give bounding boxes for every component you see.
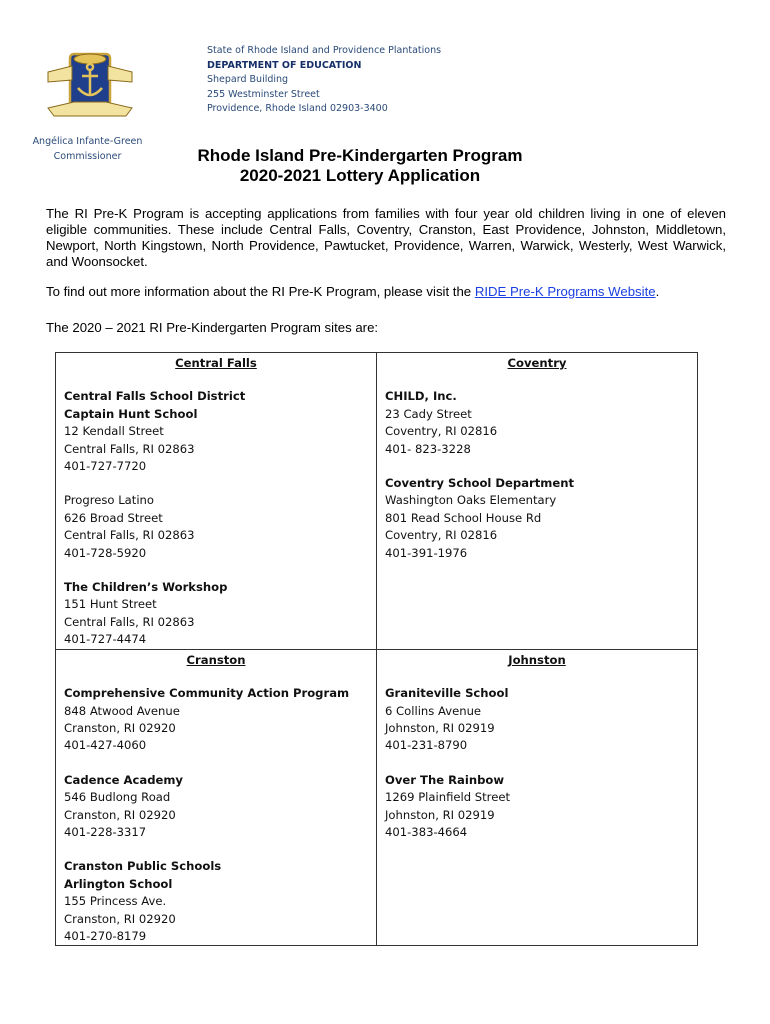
site-phone: 401-728-5920 [64, 545, 147, 560]
state-seal-logo [40, 50, 140, 125]
site-address: 151 Hunt Street [64, 597, 157, 612]
site-name: CHILD, Inc. [385, 389, 457, 404]
site-phone: 401-231-8790 [385, 738, 468, 753]
site-entry [385, 388, 689, 458]
site-phone: 401-391-1976 [385, 545, 468, 560]
site-address: 1269 Plainfield Street [385, 790, 511, 805]
site-city: Central Falls, RI 02863 [64, 614, 195, 629]
site-entry [385, 475, 689, 562]
site-entry [385, 685, 689, 755]
site-address: 626 Broad Street [64, 510, 163, 525]
site-entry [64, 858, 368, 945]
site-phone: 401-383-4664 [385, 824, 468, 839]
intro-paragraph: The RI Pre-K Program is accepting applications from families with four year old children living in one of eleven eligible communities. These include Central Falls, Coventry, Cranston, East Providence, Johnston, Middletown, Newport, North Kingstown, North Providence, Pawtucket, Providence, Warren, Warwick, Westerly, West Warwick, and Woonsocket. [46, 206, 726, 269]
site-phone: 401-727-4474 [64, 632, 147, 647]
site-city: Cranston, RI 02920 [64, 911, 176, 926]
site-address: 801 Read School House Rd [385, 510, 542, 525]
site-city: Johnston, RI 02919 [385, 720, 495, 735]
site-entry [64, 388, 368, 475]
site-name: Central Falls School District [64, 389, 246, 404]
table-row [56, 353, 698, 650]
region-heading: Cranston [186, 652, 246, 667]
site-city: Central Falls, RI 02863 [64, 441, 195, 456]
region-johnston [377, 649, 698, 946]
info-text-before: To find out more information about the RI Pre-K Program, please visit the [46, 284, 475, 299]
title-line-2: 2020-2021 Lottery Application [239, 166, 481, 185]
letterhead-building: Shepard Building [207, 74, 289, 85]
site-name: Over The Rainbow [385, 772, 505, 787]
letterhead-street: 255 Westminster Street [207, 88, 320, 100]
site-city: Cranston, RI 02920 [64, 720, 176, 735]
letterhead-city: Providence, Rhode Island 02903-3400 [207, 103, 388, 114]
commissioner-block [30, 135, 145, 164]
region-cranston [56, 649, 377, 946]
letterhead-department: DEPARTMENT OF EDUCATION [207, 59, 362, 71]
info-text-after: . [655, 284, 660, 299]
sites-intro: The 2020 – 2021 RI Pre-Kindergarten Program sites are: [46, 320, 379, 335]
site-name: Cadence Academy [64, 772, 183, 787]
document-title [150, 146, 570, 186]
sites-table [55, 352, 698, 946]
title-line-1: Rhode Island Pre-Kindergarten Program [197, 146, 523, 165]
site-entry [385, 772, 689, 842]
site-phone: 401-228-3317 [64, 824, 147, 839]
site-name: Graniteville School [385, 686, 509, 701]
site-name: Progreso Latino [64, 493, 154, 508]
site-entry [64, 579, 368, 649]
region-heading: Coventry [507, 356, 567, 370]
site-city: Cranston, RI 02920 [64, 807, 176, 822]
site-phone: 401-270-8179 [64, 928, 147, 943]
region-heading: Central Falls [175, 356, 257, 370]
site-city: Coventry, RI 02816 [385, 528, 498, 543]
site-name: Coventry School Department [385, 476, 575, 491]
site-address: 23 Cady Street [385, 406, 472, 421]
region-heading: Johnston [508, 652, 566, 667]
letterhead [207, 44, 441, 117]
site-address: 6 Collins Avenue [385, 703, 482, 718]
ride-prek-website-link[interactable]: RIDE Pre-K Programs Website [474, 284, 656, 299]
commissioner-name: Angélica Infante-Green [32, 136, 143, 147]
site-city: Coventry, RI 02816 [385, 424, 498, 439]
site-subname: Arlington School [64, 876, 173, 891]
site-phone: 401-427-4060 [64, 738, 147, 753]
info-paragraph [46, 284, 726, 300]
site-entry [64, 685, 368, 755]
site-city: Central Falls, RI 02863 [64, 528, 195, 543]
site-city: Johnston, RI 02919 [385, 807, 495, 822]
site-address: 155 Princess Ave. [64, 894, 167, 909]
commissioner-title: Commissioner [53, 150, 122, 162]
site-address: 546 Budlong Road [64, 790, 171, 805]
site-subname: Captain Hunt School [64, 406, 198, 421]
site-name: Cranston Public Schools [64, 859, 222, 874]
region-central-falls [56, 353, 377, 650]
site-entry [64, 772, 368, 842]
site-name: Comprehensive Community Action Program [64, 686, 350, 701]
site-phone: 401-727-7720 [64, 459, 147, 474]
region-coventry [377, 353, 698, 650]
site-address: 12 Kendall Street [64, 424, 164, 439]
table-row [56, 649, 698, 946]
site-phone: 401- 823-3228 [385, 441, 471, 456]
letterhead-state: State of Rhode Island and Providence Plantations [207, 45, 442, 56]
site-address: 848 Atwood Avenue [64, 703, 180, 718]
site-name: The Children’s Workshop [64, 580, 228, 595]
site-subname: Washington Oaks Elementary [385, 493, 557, 508]
site-entry [64, 492, 368, 562]
